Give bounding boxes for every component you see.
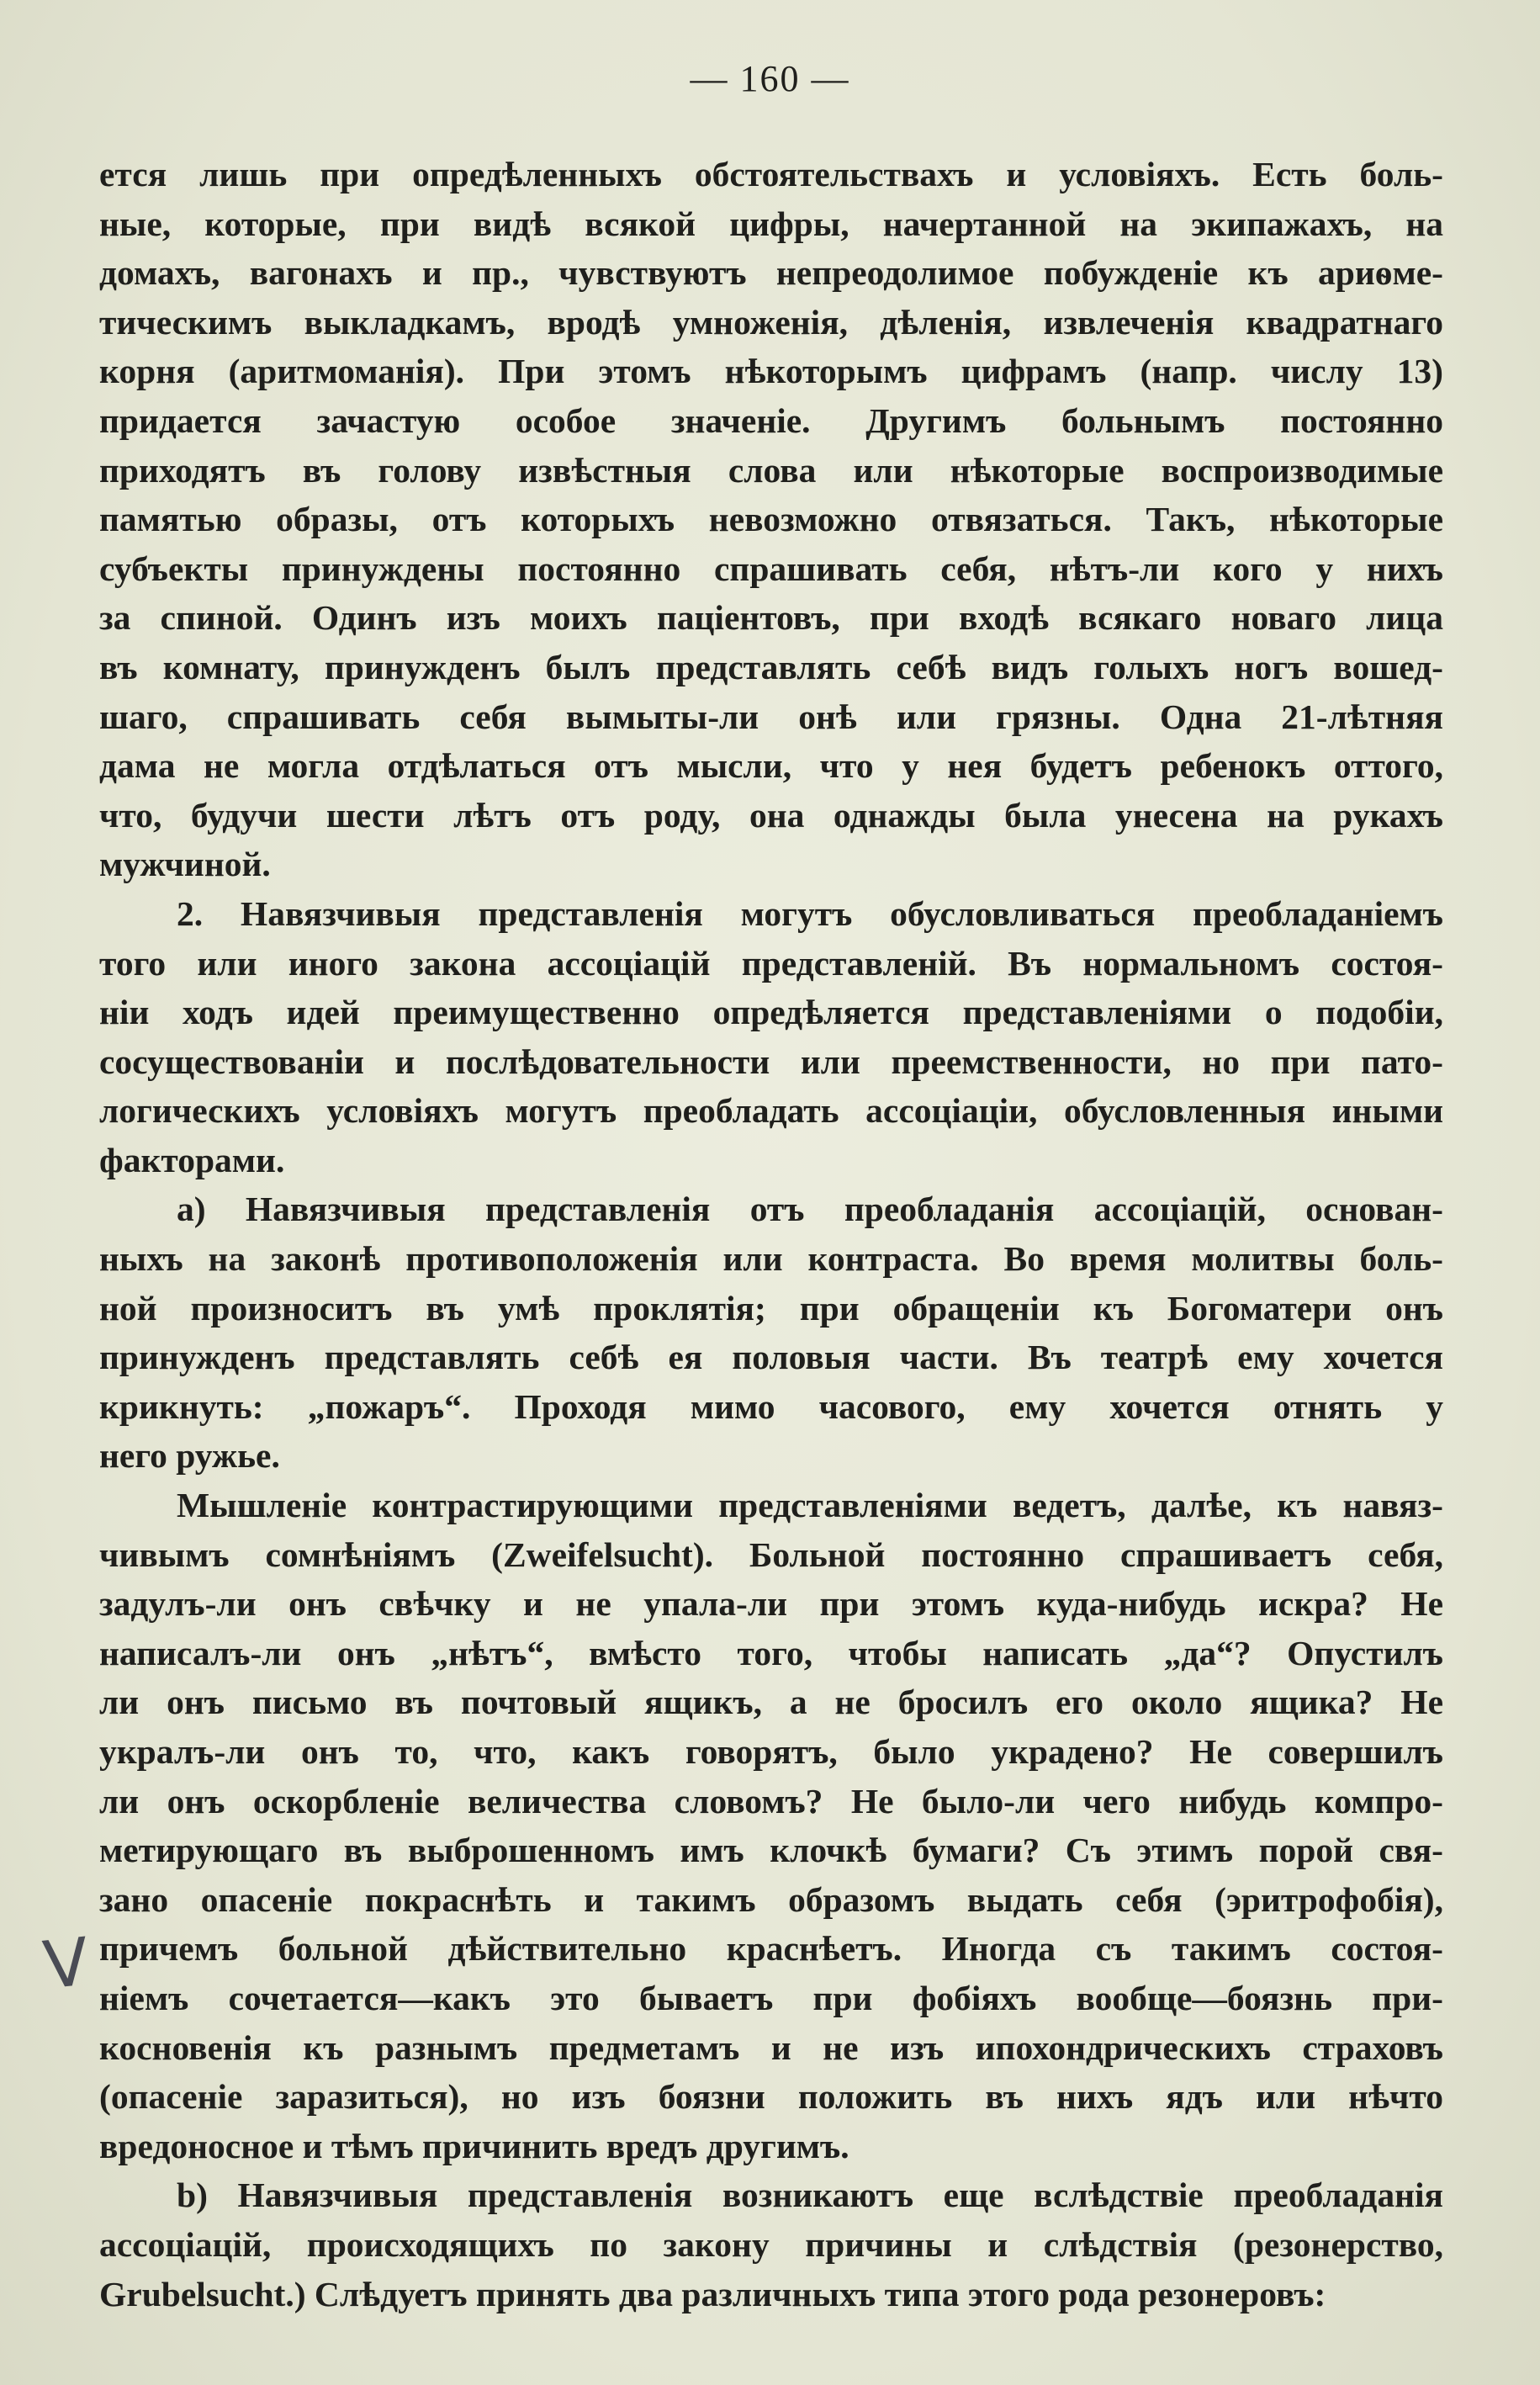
paragraph (99, 150, 1443, 889)
text-line: ассоціацій, происходящихъ по закону причины и слѣдствія (резонерство, (99, 2224, 1443, 2264)
text-line: 2. Навязчивыя представленія могутъ обусловливаться преобладаніемъ (177, 893, 1443, 933)
text-line: задулъ-ли онъ свѣчку и не упала-ли при этомъ куда-нибудь искра? Не (99, 1584, 1443, 1624)
paragraph (99, 889, 1443, 1185)
text-line: Grubelsucht.) Слѣдуетъ принять два различныхъ типа этого рода резонеровъ: (99, 2274, 1326, 2313)
text-line: субъекты принуждены постоянно спрашивать себя, нѣтъ-ли кого у нихъ (99, 549, 1443, 588)
text-line: домахъ, вагонахъ и пр., чувствуютъ непреодолимое побужденіе къ ариѳме- (99, 253, 1443, 293)
paragraph (99, 2170, 1443, 2319)
margin-pencil-mark: V (40, 1924, 93, 2005)
text-line: крикнуть: „пожаръ“. Проходя мимо часового, ему хочется отнять у (99, 1386, 1443, 1426)
text-line: въ комнату, принужденъ былъ представлять себѣ видъ голыхъ ногъ вошед- (99, 647, 1443, 686)
text-line: ныхъ на законѣ противоположенія или контраста. Во время молитвы боль- (99, 1239, 1443, 1279)
text-line: ли онъ письмо въ почтовый ящикъ, а не бросилъ его около ящика? Не (99, 1683, 1443, 1722)
text-line: метирующаго въ выброшенномъ имъ клочкѣ бумаги? Съ этимъ порой свя- (99, 1831, 1443, 1870)
page-number: — 160 — (690, 58, 850, 99)
text-line: тическимъ выкладкамъ, вродѣ умноженія, дѣленія, извлеченія квадратнаго (99, 302, 1443, 342)
text-line: зано опасеніе покраснѣть и такимъ образомъ выдать себя (эритрофобія), (99, 1879, 1443, 1919)
text-line: него ружье. (99, 1436, 280, 1476)
text-line: Мышленіе контрастирующими представленіями ведетъ, далѣе, къ навяз- (177, 1486, 1443, 1525)
text-line: а) Навязчивыя представленія отъ преобладанія ассоціацій, основан- (177, 1190, 1443, 1229)
text-line: ется лишь при опредѣленныхъ обстоятельствахъ и условіяхъ. Есть боль- (99, 155, 1443, 193)
text-line: вредоносное и тѣмъ причинить вредъ другимъ. (99, 2126, 849, 2165)
text-line: что, будучи шести лѣтъ отъ роду, она однажды была унесена на рукахъ (99, 795, 1443, 835)
text-line: b) Навязчивыя представленія возникаютъ еще вслѣдствіе преобладанія (177, 2176, 1443, 2215)
page-body-text (99, 150, 1443, 2319)
text-line: приходятъ въ голову извѣстныя слова или нѣкоторые воспроизводимые (99, 450, 1443, 490)
text-line: дама не могла отдѣлаться отъ мысли, что у нея будетъ ребенокъ оттого, (99, 746, 1443, 786)
text-line: сосуществованіи и послѣдовательности или преемственности, но при пато- (99, 1041, 1443, 1081)
text-line: мужчиной. (99, 845, 271, 884)
text-line: ніи ходъ идей преимущественно опредѣляется представленіями о подобіи, (99, 993, 1443, 1032)
text-line: ніемъ сочетается—какъ это бываетъ при фобіяхъ вообще—боязнь при- (99, 1978, 1443, 2017)
text-line: придается зачастую особое значеніе. Другимъ больнымъ постоянно (99, 400, 1443, 440)
text-line: ные, которые, при видѣ всякой цифры, начертанной на экипажахъ, на (99, 204, 1443, 243)
text-line: (опасеніе заразиться), но изъ боязни положить въ нихъ ядъ или нѣчто (99, 2077, 1443, 2117)
text-line: корня (аритмоманія). При этомъ нѣкоторымъ цифрамъ (напр. числу 13) (99, 352, 1443, 391)
text-line: за спиной. Одинъ изъ моихъ паціентовъ, при входѣ всякаго новаго лица (99, 598, 1443, 638)
text-line: укралъ-ли онъ то, что, какъ говорятъ, было украдено? Не совершилъ (99, 1732, 1443, 1771)
text-line: памятью образы, отъ которыхъ невозможно отвязаться. Такъ, нѣкоторые (99, 500, 1443, 539)
text-line: ли онъ оскорбленіе величества словомъ? Не было-ли чего нибудь компро- (99, 1781, 1443, 1821)
text-line: шаго, спрашивать себя вымыты-ли онѣ или грязны. Одна 21-лѣтняя (99, 697, 1443, 736)
text-line: чивымъ сомнѣніямъ (Zweifelsucht). Больной постоянно спрашиваетъ себя, (99, 1534, 1443, 1574)
paragraph (99, 1185, 1443, 1481)
paragraph (99, 1481, 1443, 2170)
text-line: косновенія къ разнымъ предметамъ и не изъ ипохондрическихъ страховъ (99, 2027, 1443, 2067)
text-line: принужденъ представлять себѣ ея половыя части. Въ театрѣ ему хочется (99, 1338, 1443, 1377)
text-line: логическихъ условіяхъ могутъ преобладать ассоціаціи, обусловленныя иными (99, 1091, 1443, 1131)
text-line: ной произноситъ въ умѣ проклятія; при обращеніи къ Богоматери онъ (99, 1288, 1443, 1328)
text-line: написалъ-ли онъ „нѣтъ“, вмѣсто того, чтобы написать „да“? Опустилъ (99, 1633, 1443, 1672)
text-line: того или иного закона ассоціацій представленій. Въ нормальномъ состоя- (99, 943, 1443, 983)
text-line: факторами. (99, 1140, 285, 1179)
text-line: причемъ больной дѣйствительно краснѣетъ. Иногда съ такимъ состоя- (99, 1929, 1443, 1969)
